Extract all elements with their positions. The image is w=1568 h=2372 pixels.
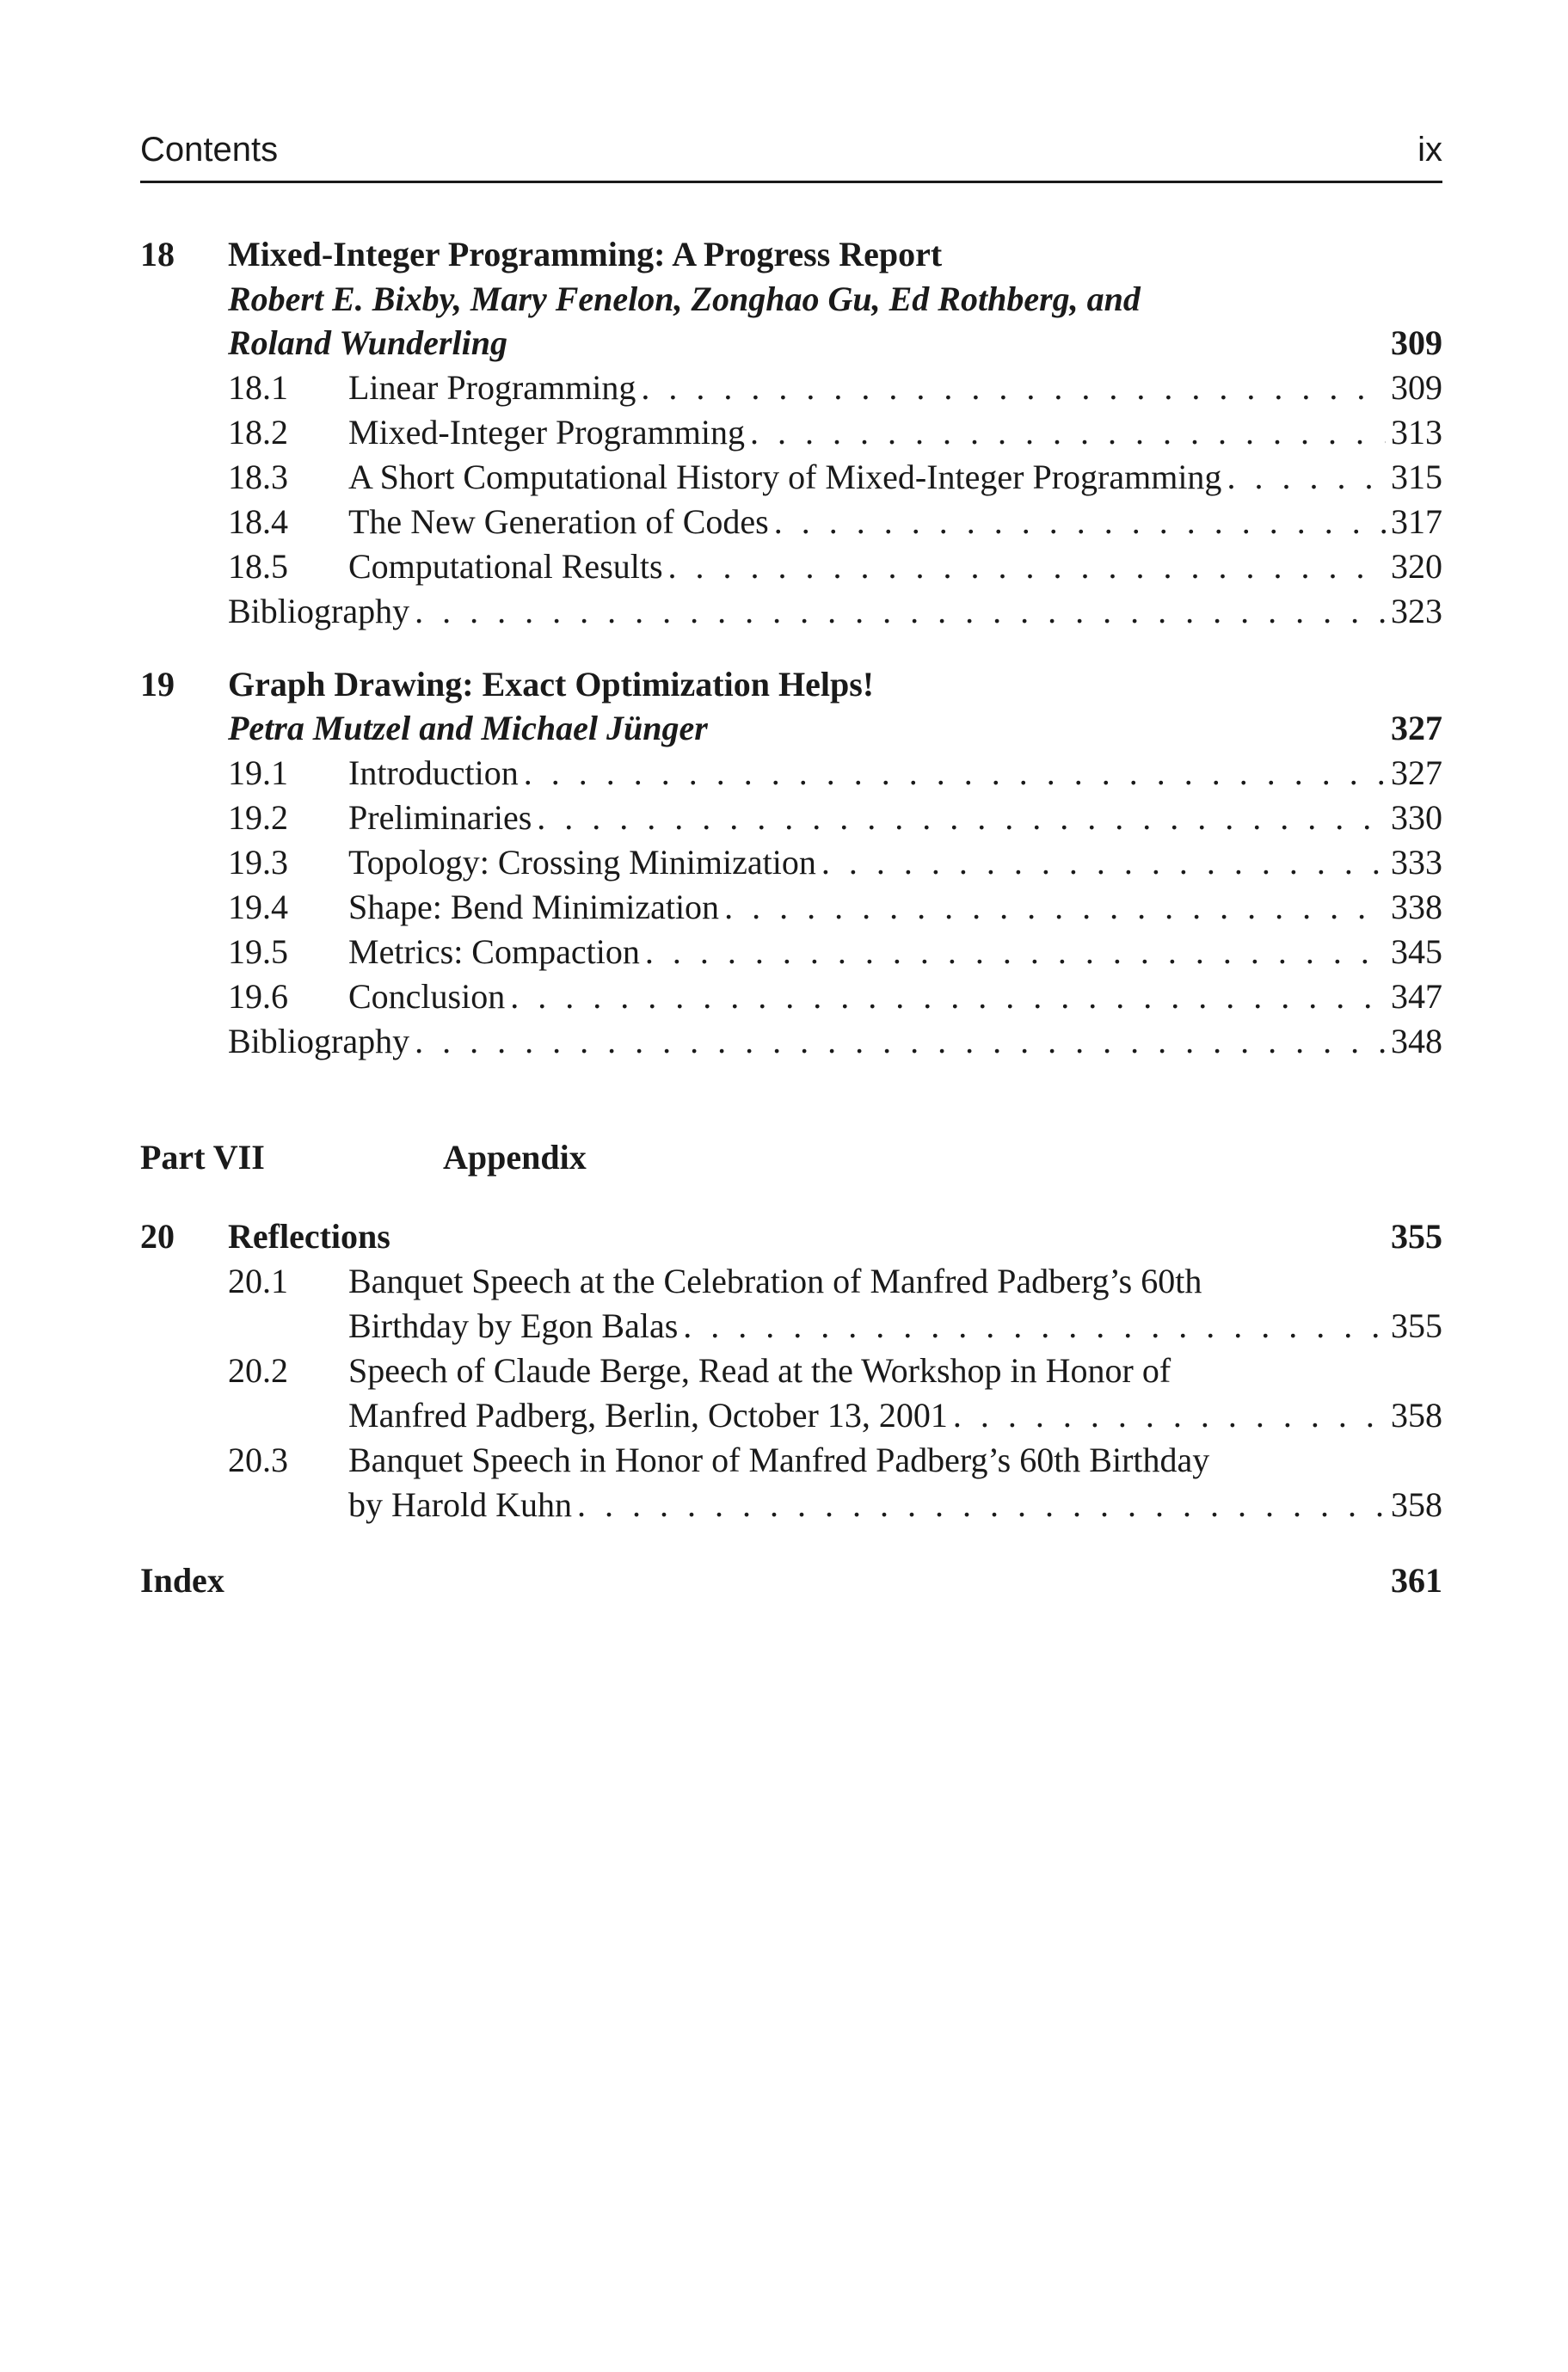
section-title-cont: Manfred Padberg, Berlin, October 13, 2001: [348, 1396, 948, 1435]
chapter-18-number: 18: [140, 235, 175, 273]
section-page: 315: [1391, 458, 1442, 496]
section-20-2-number: 20.2: [228, 1351, 288, 1390]
section-page: 317: [1391, 502, 1442, 541]
dot-leader: [524, 751, 1386, 796]
dot-leader: [683, 1304, 1386, 1349]
section-number: 19.4: [228, 888, 288, 926]
section-title: A Short Computational History of Mixed-Integer Programming: [348, 458, 1222, 496]
section-page: 313: [1391, 413, 1442, 452]
section-page: 358: [1391, 1485, 1442, 1524]
toc-entry-19-4[interactable]: [228, 885, 1442, 930]
section-page: 309: [1391, 368, 1442, 407]
section-number: 19.6: [228, 977, 288, 1016]
section-title-cont: Birthday by Egon Balas: [348, 1306, 679, 1345]
toc-entry-18-4[interactable]: [228, 500, 1442, 544]
section-title: The New Generation of Codes: [348, 502, 769, 541]
toc-entry-19-1[interactable]: [228, 751, 1442, 796]
dot-leader: [750, 410, 1386, 455]
bibliography-page: 348: [1391, 1022, 1442, 1060]
section-number: 18.1: [228, 368, 288, 407]
part-7-title[interactable]: Appendix: [443, 1138, 587, 1177]
dot-leader: [668, 544, 1386, 589]
header-title: Contents: [140, 131, 279, 169]
toc-entry-19-2[interactable]: [228, 796, 1442, 840]
dot-leader: [415, 589, 1386, 634]
dot-leader: [953, 1393, 1386, 1438]
section-20-2-line1[interactable]: Speech of Claude Berge, Read at the Workshop in Honor of: [348, 1351, 1171, 1390]
chapter-20-title[interactable]: Reflections: [228, 1217, 390, 1256]
running-header: [140, 127, 1442, 172]
chapter-20-page: 355: [1391, 1217, 1442, 1256]
section-title: Linear Programming: [348, 368, 636, 407]
chapter-18-title[interactable]: Mixed-Integer Programming: A Progress Report: [228, 235, 943, 273]
part-7-label: Part VII: [140, 1138, 265, 1177]
dot-leader: [510, 974, 1386, 1019]
section-20-1-line1[interactable]: Banquet Speech at the Celebration of Manfred Padberg’s 60th: [348, 1262, 1202, 1300]
chapter-19-authors-row: [228, 706, 1442, 751]
chapter-19-title[interactable]: Graph Drawing: Exact Optimization Helps!: [228, 665, 875, 704]
section-page: 327: [1391, 753, 1442, 792]
toc-entry-18-3[interactable]: [228, 455, 1442, 500]
toc-entry-19-6[interactable]: [228, 974, 1442, 1019]
section-page: 358: [1391, 1396, 1442, 1435]
section-page: 345: [1391, 932, 1442, 971]
bibliography-title: Bibliography: [228, 592, 410, 630]
chapter-19-number: 19: [140, 665, 175, 704]
section-title: Preliminaries: [348, 798, 532, 837]
index-title[interactable]: Index: [140, 1561, 224, 1600]
section-20-3-number: 20.3: [228, 1441, 288, 1479]
toc-entry-19-3[interactable]: [228, 840, 1442, 885]
section-title: Mixed-Integer Programming: [348, 413, 745, 452]
section-page: 320: [1391, 547, 1442, 586]
dot-leader: [821, 840, 1386, 885]
toc-entry-18-1[interactable]: [228, 366, 1442, 410]
dot-leader: [537, 796, 1386, 840]
section-number: 18.3: [228, 458, 288, 496]
toc-entry-19-bibliography[interactable]: [228, 1019, 1442, 1064]
dot-leader: [1227, 455, 1386, 500]
section-title-cont: by Harold Kuhn: [348, 1485, 572, 1524]
section-number: 18.2: [228, 413, 288, 452]
dot-leader: [577, 1483, 1386, 1527]
toc-entry-20-2[interactable]: [348, 1393, 1442, 1438]
chapter-20-number: 20: [140, 1217, 175, 1256]
section-number: 18.5: [228, 547, 288, 586]
section-20-1-number: 20.1: [228, 1262, 288, 1300]
section-number: 19.1: [228, 753, 288, 792]
dot-leader: [415, 1019, 1386, 1064]
bibliography-page: 323: [1391, 592, 1442, 630]
section-page: 347: [1391, 977, 1442, 1016]
section-page: 330: [1391, 798, 1442, 837]
dot-leader: [641, 366, 1386, 410]
header-page-number: ix: [1417, 131, 1442, 169]
section-20-3-line1[interactable]: Banquet Speech in Honor of Manfred Padberg’s 60th Birthday: [348, 1441, 1210, 1479]
chapter-18-authors-line1: Robert E. Bixby, Mary Fenelon, Zonghao Gu, Ed Rothberg, and: [228, 280, 1141, 318]
chapter-19-page: 327: [1391, 709, 1442, 747]
dot-leader: [645, 930, 1386, 974]
section-title: Metrics: Compaction: [348, 932, 640, 971]
header-rule: [140, 181, 1442, 183]
toc-entry-18-2[interactable]: [228, 410, 1442, 455]
chapter-19-authors: Petra Mutzel and Michael Jünger: [228, 709, 708, 747]
section-number: 19.5: [228, 932, 288, 971]
dot-leader: [724, 885, 1386, 930]
chapter-18-page: 309: [1391, 323, 1442, 362]
dot-leader: [774, 500, 1386, 544]
toc-entry-19-5[interactable]: [228, 930, 1442, 974]
section-title: Introduction: [348, 753, 519, 792]
index-page: 361: [1391, 1561, 1442, 1600]
toc-entry-18-5[interactable]: [228, 544, 1442, 589]
section-title: Topology: Crossing Minimization: [348, 843, 816, 882]
section-number: 18.4: [228, 502, 288, 541]
bibliography-title: Bibliography: [228, 1022, 410, 1060]
section-number: 19.3: [228, 843, 288, 882]
chapter-18-authors-row: [228, 321, 1442, 366]
section-page: 355: [1391, 1306, 1442, 1345]
toc-entry-18-bibliography[interactable]: [228, 589, 1442, 634]
section-page: 333: [1391, 843, 1442, 882]
section-title: Shape: Bend Minimization: [348, 888, 720, 926]
section-title: Conclusion: [348, 977, 506, 1016]
section-number: 19.2: [228, 798, 288, 837]
toc-entry-20-1[interactable]: [348, 1304, 1442, 1349]
chapter-18-authors-line2: Roland Wunderling: [228, 323, 507, 362]
section-page: 338: [1391, 888, 1442, 926]
section-title: Computational Results: [348, 547, 663, 586]
toc-entry-20-3[interactable]: [348, 1483, 1442, 1527]
